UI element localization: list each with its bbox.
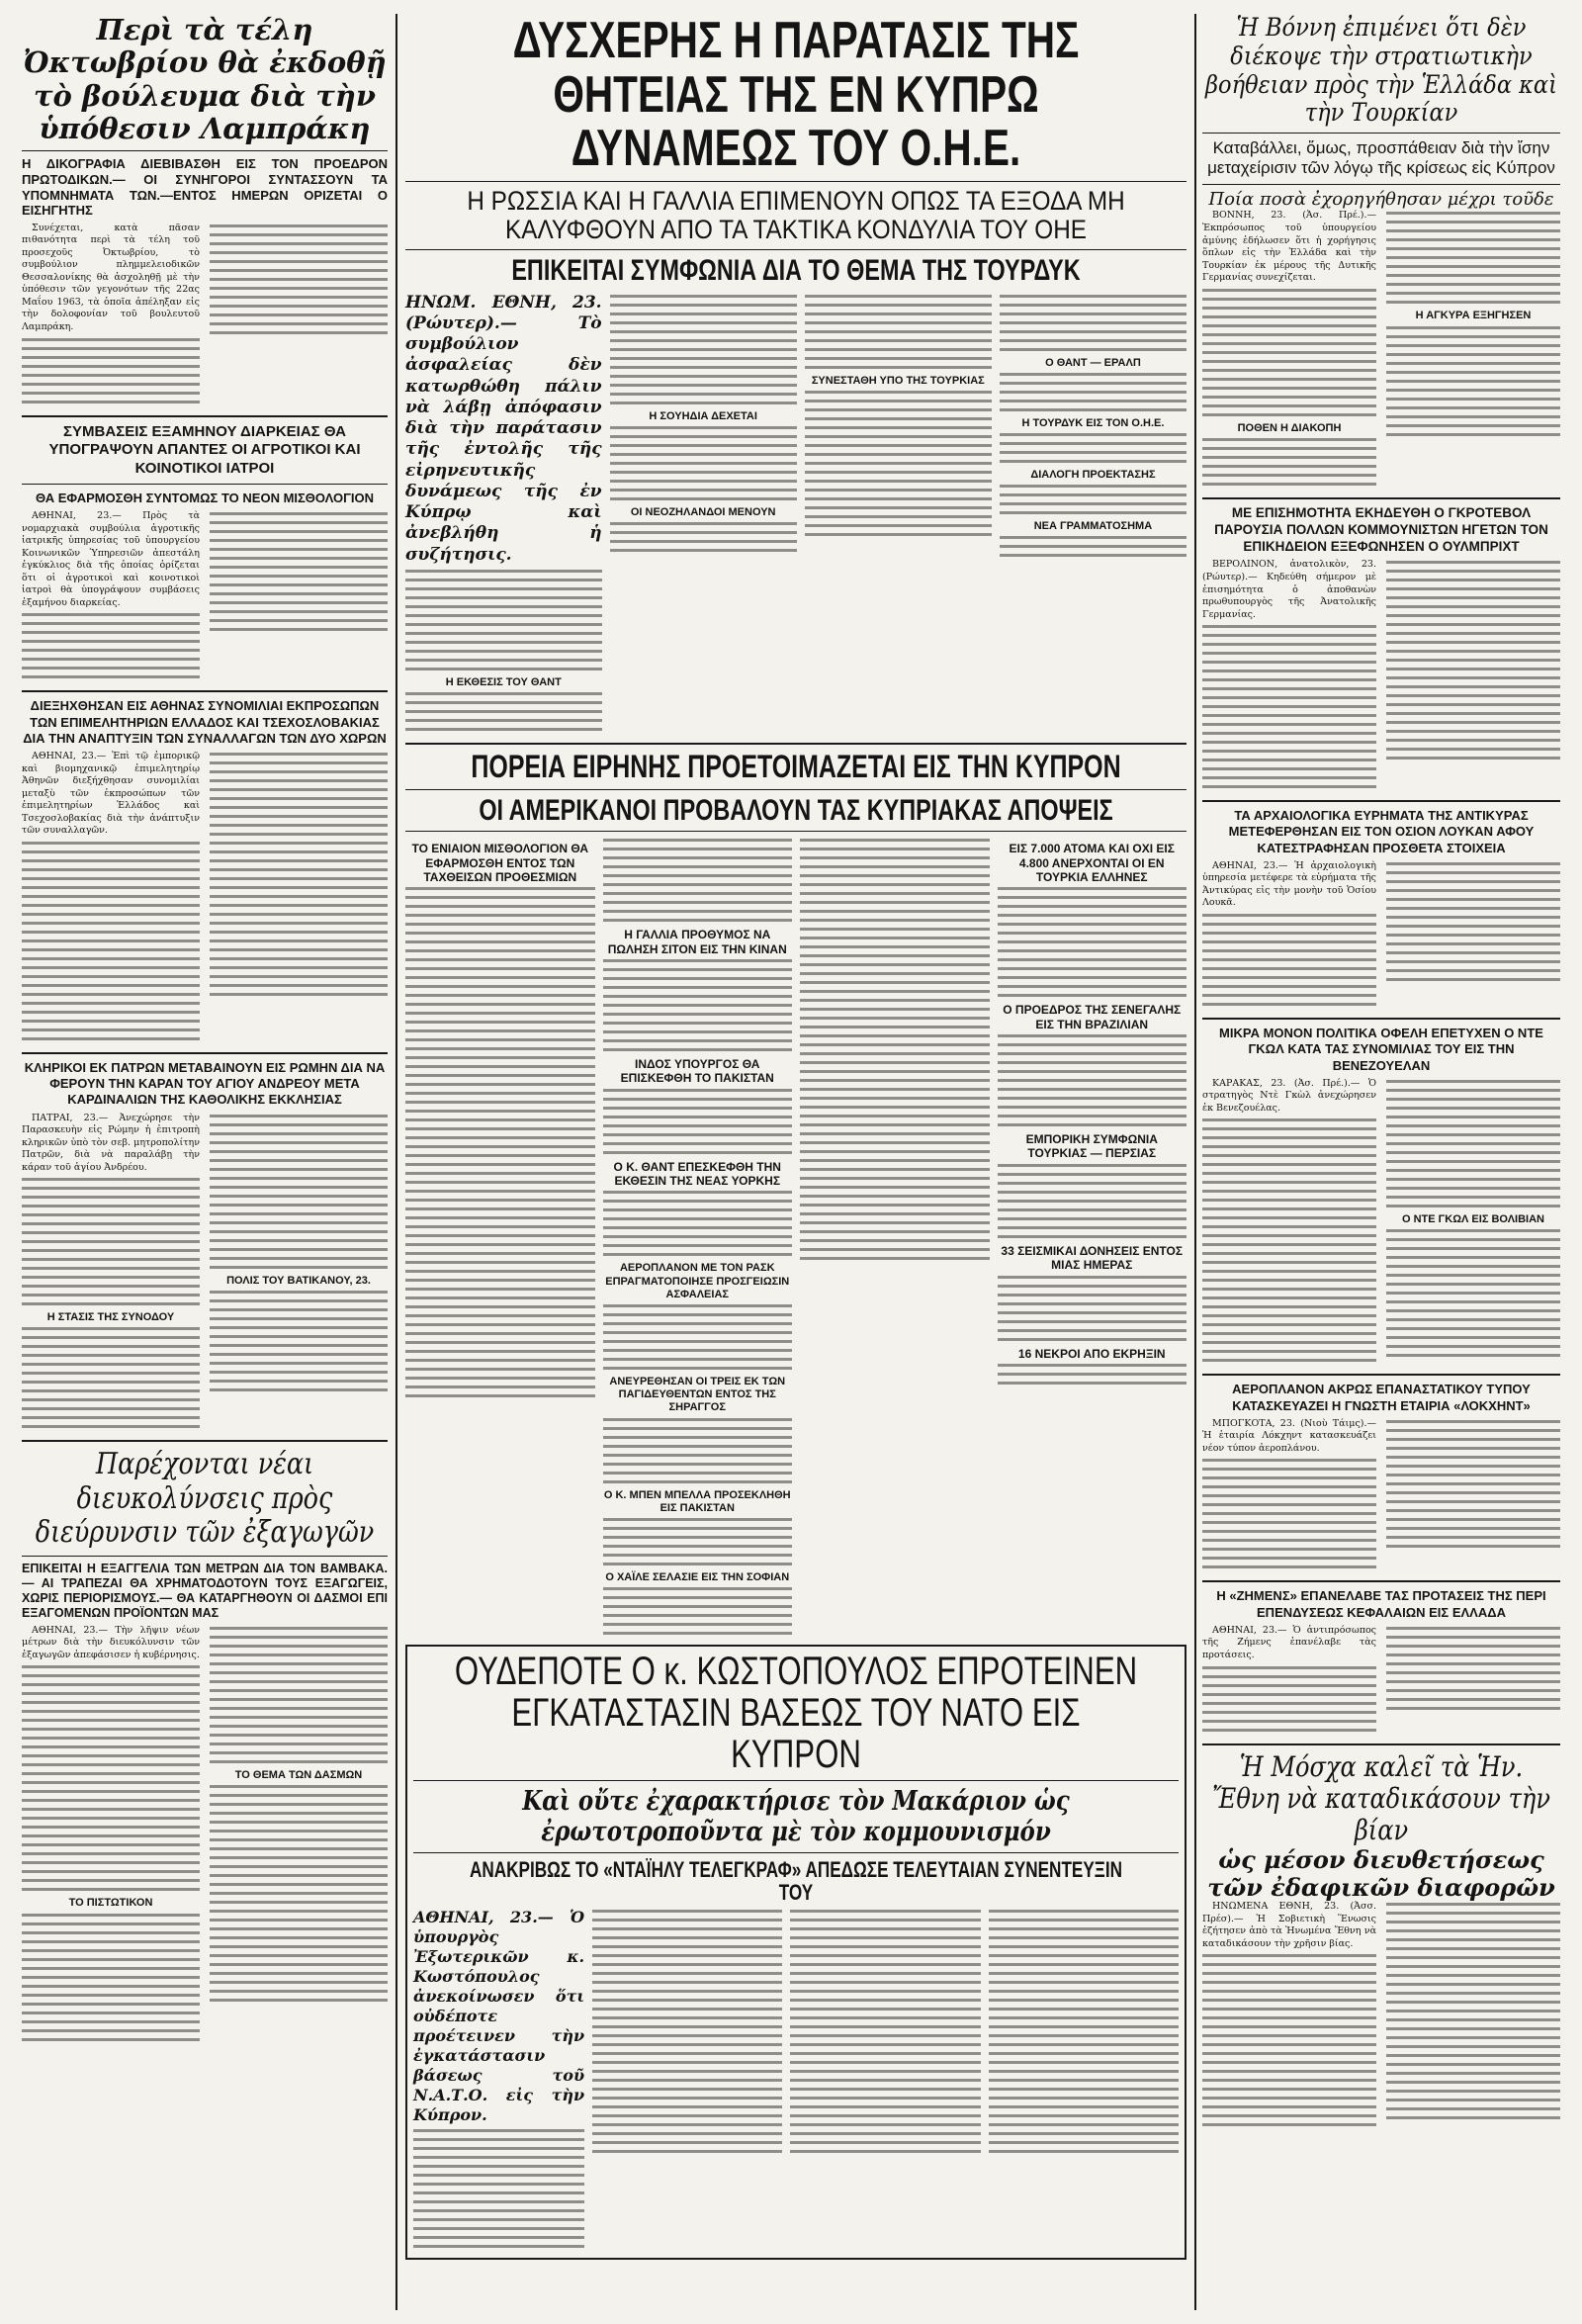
deck-bonn: Καταβάλλει, ὅμως, προσπάθειαν διὰ τὴν ἴσην μεταχείρισιν τῶν λόγῳ τῆς κρίσεως εἰς Κύπρον <box>1207 138 1555 178</box>
column-rule-2 <box>1194 14 1196 2310</box>
column-right <box>1202 14 1560 2132</box>
subhead-turdyk-un: Η ΤΟΥΡΔΥΚ ΕΙΣ ΤΟΝ Ο.Η.Ε. <box>1021 416 1165 429</box>
subhead-bolivia: Ο ΝΤΕ ΓΚΩΛ ΕΙΣ ΒΟΛΙΒΙΑΝ <box>1402 1212 1544 1225</box>
banner-un-force-deck: Η ΡΩΣΣΙΑ ΚΑΙ Η ΓΑΛΛΙΑ ΕΠΙΜΕΝΟΥΝ ΟΠΩΣ ΤΑ ΕΞΟΔΑ ΜΗ ΚΑΛΥΦΘΟΥΝ ΑΠΟ ΤΑ ΤΑΚΤΙΚΑ ΚΟΝΔΥΛΙΑ ΤΟΥ ΟΗΕ <box>467 185 1125 244</box>
article-antikyra <box>1202 860 1560 1012</box>
deck-lambrakis: Η ΔΙΚΟΓΡΑΦΙΑ ΔΙΕΒΙΒΑΣΘΗ ΕΙΣ ΤΟΝ ΠΡΟΕΔΡΟΝ ΠΡΩΤΟΔΙΚΩΝ.— ΟΙ ΣΥΝΗΓΟΡΟΙ ΣΥΝΤΑΣΣΟΥΝ ΤΑ ΥΠΟΜΝΗΜΑΤΑ ΤΩΝ.—ΕΝΤΟΣ ΗΜΕΡΩΝ ΟΡΙΖΕΤΑΙ Ο ΕΙΣΗΓΗΤΗΣ <box>22 156 388 219</box>
deck-bonn-amounts: Ποία ποσὰ ἐχορηγήθησαν μέχρι τοῦδε <box>1208 188 1554 210</box>
article-lambrakis-body: Συνέχεται, κατὰ πᾶσαν πιθανότητα περὶ τὰ τέλη τοῦ προσεχοῦς Ὀκτωβρίου, τὸ συμβούλιον πλημμελειοδικῶν Θεσσαλονίκης θὰ ἀσχοληθῇ μὲ τὴν ὑπόθεσιν τῶν γεγονότων τῆς 22ας Μαΐου 1963, τὰ ὁποῖα ἀπέληξαν εἰς τὴν δολοφονίαν τοῦ βουλευτοῦ Λαμπράκη. <box>22 222 200 332</box>
article-lockheed-body: ΜΠΟΓΚΟΤΑ, 23. (Νιοὺ Τάιμς).— Ἡ ἑταιρία Λόκχηντ κατασκευάζει νέον τύπον ἀεροπλάνου. <box>1202 1417 1376 1454</box>
subhead-salary-scale: ΤΟ ΕΝΙΑΙΟΝ ΜΙΣΘΟΛΟΓΙΟΝ ΘΑ ΕΦΑΡΜΟΣΘΗ ΕΝΤΟΣ ΤΩΝ ΤΑΧΘΕΙΣΩΝ ΠΡΟΘΕΣΜΙΩΝ <box>411 842 589 884</box>
article-czech-body: ΑΘΗΝΑΙ, 23.— Ἐπὶ τῷ ἐμπορικῷ καὶ βιομηχανικῷ ἐπιμελητηρίῳ Ἀθηνῶν διεξήχθησαν συνομιλίαι μεταξὺ τῶν ἐκπροσώπων τῶν ἐπιμελητηρίων Ἑλλάδος καὶ Τσεχοσλοβακίας διὰ τὴν ἀνάπτυξιν τῶν συναλλαγῶν. <box>22 751 200 837</box>
briefs-grid <box>405 837 1186 1641</box>
banner-peace-march: ΠΟΡΕΙΑ ΕΙΡΗΝΗΣ ΠΡΟΕΤΟΙΜΑΖΕΤΑΙ ΕΙΣ ΤΗΝ ΚΥΠΡΟΝ <box>471 749 1121 785</box>
subhead-thant-report: Η ΕΚΘΕΣΙΣ ΤΟΥ ΘΑΝΤ <box>445 675 562 688</box>
banner-makarios: Καὶ οὔτε ἐχαρακτήρισε τὸν Μακάριον ὡς ἐρωτοτροποῦντα μὲ τὸν κομμουνισμόν <box>522 1786 1070 1848</box>
article-clergy-body: ΠΑΤΡΑΙ, 23.— Ἀνεχώρησε τὴν Παρασκευὴν εἰς Ρώμην ἡ ἐπιτροπὴ κληρικῶν ὑπὸ τὸν σεβ. μητροπολίτην Πατρῶν, διὰ νὰ παραλάβῃ τὴν κάραν τοῦ ἁγίου Ἀνδρέου. <box>22 1112 200 1173</box>
subhead-vatican: ΠΟΛΙΣ ΤΟΥ ΒΑΤΙΚΑΝΟΥ, 23. <box>226 1274 371 1287</box>
article-lockheed <box>1202 1418 1560 1575</box>
column-rule-1 <box>396 14 397 2310</box>
subhead-salary: ΘΑ ΕΦΑΡΜΟΣΘΗ ΣΥΝΤΟΜΩΣ ΤΟ ΝΕΟΝ ΜΙΣΘΟΛΟΓΙΟΝ <box>35 490 375 505</box>
article-moscow <box>1202 1901 1560 2132</box>
subhead-dialogue: ΔΙΑΛΟΓΗ ΠΡΟΕΚΤΑΣΗΣ <box>1030 468 1156 481</box>
article-siemens <box>1202 1625 1560 1738</box>
subhead-explosion: 16 ΝΕΚΡΟΙ ΑΠΟ ΕΚΡΗΞΙΝ <box>1017 1346 1166 1361</box>
subhead-stamps: ΝΕΑ ΓΡΑΜΜΑΤΟΣΗΜΑ <box>1033 520 1153 533</box>
subhead-senegal: Ο ΠΡΟΕΔΡΟΣ ΤΗΣ ΣΕΝΕΓΑΛΗΣ ΕΙΣ ΤΗΝ ΒΡΑΖΙΛΙΑΝ <box>1003 1003 1182 1031</box>
column-left <box>22 14 388 2047</box>
article-doctors <box>22 510 388 684</box>
article-de-gaulle-body: ΚΑΡΑΚΑΣ, 23. (Ἀσ. Πρέ.).— Ὁ στρατηγὸς Ντὲ Γκὼλ ἀνεχώρησεν ἐκ Βενεζουέλας. <box>1202 1077 1376 1114</box>
headline-exports: Παρέχονται νέαι διευκολύνσεις πρὸς διεύρυνσιν τῶν ἐξαγωγῶν <box>35 1447 375 1551</box>
banner-telegraph: ΑΝΑΚΡΙΒΩΣ ΤΟ «ΝΤΑΪΗΛΥ ΤΕΛΕΓΚΡΑΦ» ΑΠΕΔΩΣΕ ΤΕΛΕΥΤΑΙΑΝ ΣΥΝΕΝΤΕΥΞΙΝ ΤΟΥ <box>469 1857 1123 1906</box>
headline-doctors: ΣΥΜΒΑΣΕΙΣ ΕΞΑΜΗΝΟΥ ΔΙΑΡΚΕΙΑΣ ΘΑ ΥΠΟΓΡΑΨΟΥΝ ΑΠΑΝΤΕΣ ΟΙ ΑΓΡΟΤΙΚΟΙ ΚΑΙ ΚΟΙΝΟΤΙΚΟΙ ΙΑΤΡΟΙ <box>48 422 361 478</box>
headline-lockheed: ΑΕΡΟΠΛΑΝΟΝ ΑΚΡΩΣ ΕΠΑΝΑΣΤΑΤΙΚΟΥ ΤΥΠΟΥ ΚΑΤΑΣΚΕΥΑΖΕΙ Η ΓΝΩΣΤΗ ΕΤΑΙΡΙΑ «ΛΟΚΧΗΝΤ» <box>1232 1382 1531 1413</box>
subhead-france-wheat: Η ΓΑΛΛΙΑ ΠΡΟΘΥΜΟΣ ΝΑ ΠΩΛΗΣΗ ΣΙΤΟΝ ΕΙΣ ΤΗΝ ΚΙΝΑΝ <box>607 928 787 956</box>
subhead-haile-selassie: Ο ΧΑΪΛΕ ΣΕΛΑΣΙΕ ΕΙΣ ΤΗΝ ΣΟΦΙΑΝ <box>605 1570 790 1583</box>
newspaper-page <box>22 14 1560 2310</box>
subhead-credit: ΤΟ ΠΙΣΤΩΤΙΚΟΝ <box>68 1897 153 1910</box>
banner-turdyk: ΕΠΙΚΕΙΤΑΙ ΣΥΜΦΩΝΙΑ ΔΙΑ ΤΟ ΘΕΜΑ ΤΗΣ ΤΟΥΡΔΥΚ <box>511 254 1081 288</box>
article-czech-talks <box>22 751 388 1046</box>
column-center <box>405 14 1186 2264</box>
deck-moscow: ὡς μέσον διευθετήσεως τῶν ἐδαφικῶν διαφορῶν <box>1207 1845 1555 1902</box>
banner-americans: ΟΙ ΑΜΕΡΙΚΑΝΟΙ ΠΡΟΒΑΛΟΥΝ ΤΑΣ ΚΥΠΡΙΑΚΑΣ ΑΠΟΨΕΙΣ <box>479 793 1113 827</box>
lead-un-force: ΗΝΩΜ. ΕΘΝΗ, 23. (Ρώυτερ).— Τὸ συμβούλιον ἀσφαλείας δὲν κατωρθώθη πάλιν νὰ λάβῃ ἀπόφασιν διὰ τὴν παράτασιν τῆς ἐντολῆς τῆς εἰρηνευτικῆς δυνάμεως τῆς ἐν Κύπρῳ καὶ ἀνεβλήθη ἡ συζήτησις. <box>405 292 602 565</box>
article-bonn-body: ΒΟΝΝΗ, 23. (Ἀσ. Πρέ.).— Ἐκπρόσωπος τοῦ ὑπουργείου ἀμύνης ἐδήλωσεν ὅτι ἡ χορήγησις ὅπλων εἰς τὴν Ἑλλάδα καὶ τὴν Τουρκίαν ἐκ μέρους τῆς Δυτικῆς Γερμανίας συνεχίζεται. <box>1202 210 1376 284</box>
article-lambrakis <box>22 223 388 409</box>
banner-un-force: ΔΥΣΧΕΡΗΣ Η ΠΑΡΑΤΑΣΙΣ ΤΗΣ ΘΗΤΕΙΑΣ ΤΗΣ ΕΝ ΚΥΠΡΩ ΔΥΝΑΜΕΩΣ ΤΟΥ Ο.Η.Ε. <box>512 12 1080 178</box>
subhead-thant-eralp: Ο ΘΑΝΤ — ΕΡΑΛΠ <box>1045 356 1141 369</box>
headline-grotewohl: ΜΕ ΕΠΙΣΗΜΟΤΗΤΑ ΕΚΗΔΕΥΘΗ Ο ΓΚΡΟΤΕΒΟΛ ΠΑΡΟΥΣΙΑ ΠΟΛΛΩΝ ΚΟΜΜΟΥΝΙΣΤΩΝ ΗΓΕΤΩΝ ΤΟΝ ΕΠΙΚΗΔΕΙΟΝ ΕΞΕΦΩΝΗΣΕΝ Ο ΟΥΛΜΠΡΙΧΤ <box>1214 504 1548 554</box>
headline-siemens: Η «ΖΗΜΕΝΣ» ΕΠΑΝΕΛΑΒΕ ΤΑΣ ΠΡΟΤΑΣΕΙΣ ΤΗΣ ΠΕΡΙ ΕΠΕΝΔΥΣΕΩΣ ΚΕΦΑΛΑΙΩΝ ΕΙΣ ΕΛΛΑΔΑ <box>1216 1588 1546 1620</box>
subhead-rusk-plane: ΑΕΡΟΠΛΑΝΟΝ ΜΕ ΤΟΝ ΡΑΣΚ ΕΠΡΑΓΜΑΤΟΠΟΙΗΣΕ ΠΡΟΣΓΕΙΩΣΙΝ ΑΣΦΑΛΕΙΑΣ <box>605 1262 790 1300</box>
deck-exports: ΕΠΙΚΕΙΤΑΙ Η ΕΞΑΓΓΕΛΙΑ ΤΩΝ ΜΕΤΡΩΝ ΔΙΑ ΤΟΝ ΒΑΜΒΑΚΑ.— ΑΙ ΤΡΑΠΕΖΑΙ ΘΑ ΧΡΗΜΑΤΟΔΟΤΟΥΝ ΤΟΥΣ ΕΞΑΓΩΓΕΙΣ, ΧΩΡΙΣ ΠΕΡΙΟΡΙΣΜΟΥΣ.— ΘΑ ΚΑΤΑΡΓΗΘΟΥΝ ΟΙ ΔΑΣΜΟΙ ΕΠΙ ΕΞΑΓΟΜΕΝΩΝ ΠΡΟΪΟΝΤΩΝ ΜΑΣ <box>22 1561 388 1620</box>
subhead-earthquakes: 33 ΣΕΙΣΜΙΚΑΙ ΔΟΝΗΣΕΙΣ ΕΝΤΟΣ ΜΙΑΣ ΗΜΕΡΑΣ <box>1001 1243 1184 1273</box>
subhead-sweden: Η ΣΟΥΗΔΙΑ ΔΕΧΕΤΑΙ <box>649 409 757 422</box>
headline-de-gaulle: ΜΙΚΡΑ ΜΟΝΟΝ ΠΟΛΙΤΙΚΑ ΟΦΕΛΗ ΕΠΕΤΥΧΕΝ Ο ΝΤΕ ΓΚΩΛ ΚΑΤΑ ΤΑΣ ΣΥΝΟΜΙΛΙΑΣ ΤΟΥ ΕΙΣ ΤΗΝ ΒΕΝΕΖΟΥΕΛΑΝ <box>1219 1026 1543 1073</box>
headline-czech-talks: ΔΙΕΞΗΧΘΗΣΑΝ ΕΙΣ ΑΘΗΝΑΣ ΣΥΝΟΜΙΛΙΑΙ ΕΚΠΡΟΣΩΠΩΝ ΤΩΝ ΕΠΙΜΕΛΗΤΗΡΙΩΝ ΕΛΛΑΔΟΣ ΚΑΙ ΤΣΕΧΟΣΛΟΒΑΚΙΑΣ ΔΙΑ ΤΗΝ ΑΝΑΠΤΥΞΙΝ ΤΩΝ ΣΥΝΑΛΛΑΓΩΝ ΤΩΝ ΔΥΟ ΧΩΡΩΝ <box>23 698 387 746</box>
article-doctors-body: ΑΘΗΝΑΙ, 23.— Πρὸς τὰ νομαρχιακὰ συμβούλια ἀγροτικῆς ἰατρικῆς ὑπηρεσίας τοῦ ὑπουργείου Κοινωνικῶν Ὑπηρεσιῶν ἀπεστάλη ἐγκύκλιος διὰ τῆς ὁποίας ὁρίζεται ὅτι οἱ ἀγροτικοὶ καὶ κοινοτικοὶ ἰατροὶ θὰ ὑπογράψουν συμβάσεις ἑξαμήνου διαρκείας. <box>22 510 200 608</box>
article-antikyra-body: ΑΘΗΝΑΙ, 23.— Ἡ ἀρχαιολογικὴ ὑπηρεσία μετέφερε τὰ εὑρήματα τῆς Ἀντικύρας εἰς τὴν μονὴν τοῦ Ὁσίου Λουκᾶ. <box>1202 859 1376 909</box>
article-moscow-body: ΗΝΩΜΕΝΑ ΕΘΝΗ, 23. (Ἀσσ. Πρέσ).— Ἡ Σοβιετικὴ Ἕνωσις ἐζήτησεν ἀπὸ τὰ Ἡνωμένα Ἔθνη νὰ καταδικάσουν τὴν χρῆσιν βίας. <box>1202 1901 1376 1949</box>
article-exports <box>22 1625 388 2047</box>
subhead-indian-minister: ΙΝΔΟΣ ΥΠΟΥΡΓΟΣ ΘΑ ΕΠΙΣΚΕΦΘΗ ΤΟ ΠΑΚΙΣΤΑΝ <box>620 1056 774 1086</box>
subhead-ben-bella: Ο Κ. ΜΠΕΝ ΜΠΕΛΛΑ ΠΡΟΣΕΚΛΗΘΗ ΕΙΣ ΠΑΚΙΣΤΑΝ <box>603 1488 791 1514</box>
subhead-turkey-persia: ΕΜΠΟΡΙΚΗ ΣΥΜΦΩΝΙΑ ΤΟΥΡΚΙΑΣ — ΠΕΡΣΙΑΣ <box>1025 1132 1158 1161</box>
article-grotewohl-body: ΒΕΡΟΛΙΝΟΝ, ἀνατολικὸν, 23. (Ρώυτερ).— Κηδεύθη σήμερον μὲ ἐπισημότητα ὁ ἀποθανὼν πρωθυπουργὸς τῆς Ἀνατολικῆς Γερμανίας. <box>1202 559 1376 620</box>
box-kostopoulos <box>405 1645 1186 2260</box>
article-grotewohl <box>1202 559 1560 794</box>
article-un-force <box>405 293 1186 737</box>
subhead-origin: ΠΟΘΕΝ Η ΔΙΑΚΟΠΗ <box>1237 421 1342 434</box>
article-bonn <box>1202 210 1560 491</box>
headline-moscow: Ἡ Μόσχα καλεῖ τὰ Ἡν. Ἔθνη νὰ καταδικάσουν τὴν βίαν <box>1212 1749 1550 1846</box>
headline-bonn: Ἡ Βόννη ἐπιμένει ὅτι δὲν διέκοψε τὴν στρατιωτικὴν βοήθειαν πρὸς τὴν Ἑλλάδα καὶ τὴν Τουρκίαν <box>1205 13 1557 128</box>
article-clergy <box>22 1113 388 1435</box>
headline-clergy-rome: ΚΛΗΡΙΚΟΙ ΕΚ ΠΑΤΡΩΝ ΜΕΤΑΒΑΙΝΟΥΝ ΕΙΣ ΡΩΜΗΝ ΔΙΑ ΝΑ ΦΕΡΟΥΝ ΤΗΝ ΚΑΡΑΝ ΤΟΥ ΑΓΙΟΥ ΑΝΔΡΕΟΥ ΜΕΤΑ ΚΑΡΔΙΝΑΛΙΩΝ ΤΗΣ ΚΑΘΟΛΙΚΗΣ ΕΚΚΛΗΣΙΑΣ <box>24 1059 386 1108</box>
subhead-greeks-turkey: ΕΙΣ 7.000 ΑΤΟΜΑ ΚΑΙ ΟΧΙ ΕΙΣ 4.800 ΑΝΕΡΧΟΝΤΑΙ ΟΙ ΕΝ ΤΟΥΡΚΙΑ ΕΛΛΗΝΕΣ <box>1009 842 1175 884</box>
subhead-ankara: Η ΑΓΚΥΡΑ ΕΞΗΓΗΣΕΝ <box>1415 310 1532 322</box>
subhead-synod: Η ΣΤΑΣΙΣ ΤΗΣ ΣΥΝΟΔΟΥ <box>46 1311 175 1324</box>
subhead-newzealand: ΟΙ ΝΕΟΖΗΛΑΝΔΟΙ ΜΕΝΟΥΝ <box>630 505 776 518</box>
article-siemens-body: ΑΘΗΝΑΙ, 23.— Ὁ ἀντιπρόσωπος τῆς Ζήμενς ἐπανέλαβε τὰς προτάσεις. <box>1202 1624 1376 1660</box>
headline-antikyra: ΤΑ ΑΡΧΑΙΟΛΟΓΙΚΑ ΕΥΡΗΜΑΤΑ ΤΗΣ ΑΝΤΙΚΥΡΑΣ ΜΕΤΕΦΕΡΘΗΣΑΝ ΕΙΣ ΤΟΝ ΟΣΙΟΝ ΛΟΥΚΑΝ ΑΦΟΥ ΚΑΤΕΣΤΡΑΦΗΣΑΝ ΠΡΟΣΘΕΤΑ ΣΤΟΙΧΕΙΑ <box>1228 808 1535 855</box>
banner-kostopoulos: ΟΥΔΕΠΟΤΕ Ο κ. ΚΩΣΤΟΠΟΥΛΟΣ ΕΠΡΟΤΕΙΝΕΝ ΕΓΚΑΤΑΣΤΑΣΙΝ ΒΑΣΕΩΣ ΤΟΥ ΝΑΤΟ ΕΙΣ ΚΥΠΡΟΝ <box>454 1650 1138 1777</box>
subhead-tunnel: ΑΝΕΥΡΕΘΗΣΑΝ ΟΙ ΤΡΕΙΣ ΕΚ ΤΩΝ ΠΑΓΙΔΕΥΘΕΝΤΩΝ ΕΝΤΟΣ ΤΗΣ ΣΗΡΑΓΓΟΣ <box>609 1376 786 1414</box>
subhead-tariffs: ΤΟ ΘΕΜΑ ΤΩΝ ΔΑΣΜΩΝ <box>234 1768 363 1781</box>
lead-kostopoulos: ΑΘΗΝΑΙ, 23.— Ὁ ὑπουργὸς Ἐξωτερικῶν κ. Κωστόπουλος ἀνεκοίνωσεν ὅτι οὐδέποτε προέτεινεν τὴν ἐγκατάστασιν βάσεως τοῦ Ν.Α.Τ.Ο. εἰς τὴν Κύπρον. <box>413 1908 585 2125</box>
subhead-turkey-formed: ΣΥΝΕΣΤΑΘΗ ΥΠΟ ΤΗΣ ΤΟΥΡΚΙΑΣ <box>811 374 985 387</box>
headline-lambrakis: Περὶ τὰ τέλη Ὀκτωβρίου θὰ ἐκδοθῇ τὸ βούλευμα διὰ τὴν ὑπόθεσιν Λαμπράκη <box>23 13 387 146</box>
article-de-gaulle <box>1202 1078 1560 1369</box>
article-exports-body: ΑΘΗΝΑΙ, 23.— Τὴν λῆψιν νέων μέτρων διὰ τὴν διευκόλυνσιν τῶν ἐξαγωγῶν ἀπεφάσισεν ἡ κυβέρνησις. <box>22 1624 200 1660</box>
subhead-thant-exhibition: Ο Κ. ΘΑΝΤ ΕΠΕΣΚΕΦΘΗ ΤΗΝ ΕΚΘΕΣΙΝ ΤΗΣ ΝΕΑΣ ΥΟΡΚΗΣ <box>613 1159 781 1189</box>
